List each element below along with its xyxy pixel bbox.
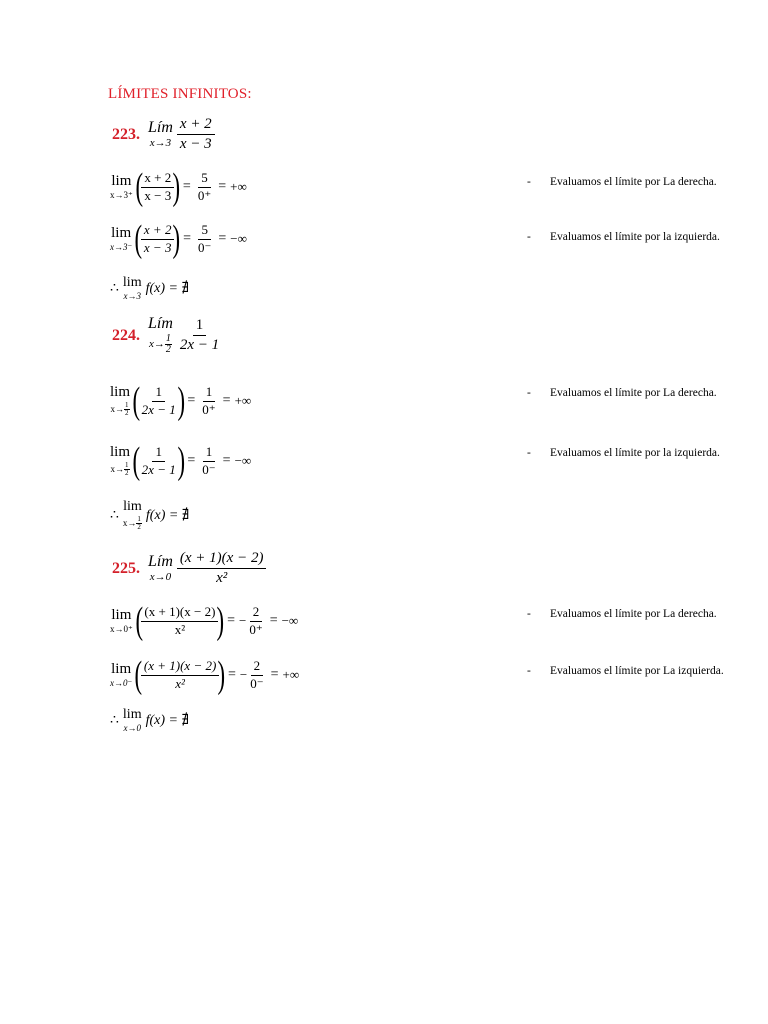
problem-223-statement — [112, 116, 215, 154]
problem-224-statement: 224. Lím x→ $\frac{1}{2}$ $\frac{1}{2x - 1}$ — [112, 315, 220, 355]
page-heading: LÍMITES INFINITOS: — [108, 86, 252, 102]
limit-left-225: lim x→0⁻ ( $\frac{(x + 1)(x - 2)}{\text{x²}}$ ) = − $\frac{2}{0^-}$ = +∞ — [110, 654, 300, 696]
conclusion-223: ∴ lim x→3 f(x) = ∄ — [110, 275, 190, 301]
limit-left-224: lim x→ $\frac{1}{2}$ ( $\frac{1}{2x - 1}$ ) = $\frac{1}{0^-}$ = −∞ — [110, 440, 252, 482]
note-left-223: - Evaluamos el límite por la izquierda. — [527, 231, 720, 243]
problem-fraction: $\frac{x + 2}{x - 3}$ — [177, 116, 215, 154]
conclusion-224: ∴ lim x→ $\frac{1}{2}$ f(x) = ∄ — [110, 499, 190, 531]
limit-right-225: lim x→0⁺ ( $\frac{(x + 1)(x - 2)}{\text{x²}}$ ) = − $\frac{2}{0^+}$ = −∞ — [110, 600, 299, 642]
limit-right-224: lim x→ $\frac{1}{2}$ ( $\frac{1}{2x - 1}$ ) = $\frac{1}{0^+}$ = +∞ — [110, 380, 252, 422]
note-right-224: - Evaluamos el límite por La derecha. — [527, 387, 717, 399]
note-left-225: - Evaluamos el límite por La izquierda. — [527, 665, 724, 677]
limit-operator: Lím x→3 — [148, 119, 173, 150]
note-right-225: - Evaluamos el límite por La derecha. — [527, 608, 717, 620]
note-right-223: - Evaluamos el límite por La derecha. — [527, 176, 717, 188]
conclusion-225: ∴ lim x→0 f(x) = ∄ — [110, 707, 190, 733]
limit-left-223: lim x→3⁻ ( $\frac{x + 2}{x - 3}$ ) = $\frac{5}{0^-}$ = −∞ — [110, 218, 247, 260]
limit-right-223: lim x→3⁺ ( $\frac{x + 2}{x - 3}$ ) = $\frac{5}{0^+}$ = +∞ — [110, 166, 247, 208]
problem-number: 223. — [112, 125, 140, 143]
problem-225-statement: 225. Lím x→0 $\frac{(x + 1)(x - 2)}{\text{x²}}$ — [112, 550, 266, 588]
note-left-224: - Evaluamos el límite por la izquierda. — [527, 447, 720, 459]
